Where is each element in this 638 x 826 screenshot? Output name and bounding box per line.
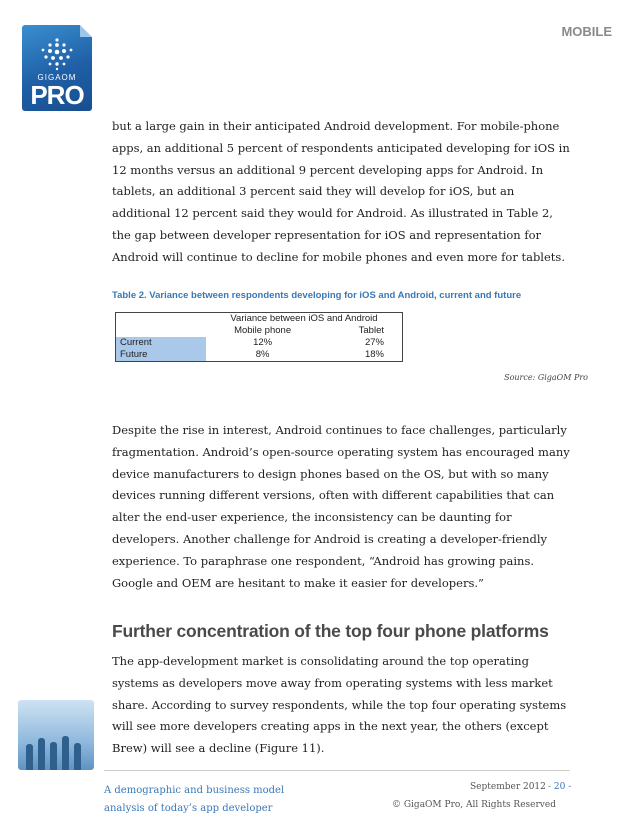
gigaom-pro-logo[interactable] — [22, 25, 92, 111]
challenges-paragraph: Despite the rise in interest, Android continues to face challenges, particularly fragmentation. Android’s open-source operating system has encouraged many device manufacturers to design phones based on the OS, but with so many devices running different versions, often with different capabilities that can alter the end-user experience, the inconsistency can be daunting for developers. Another challenge for Android is creating a developer-friendly experience. To paraphrase one respondent, “Android has growing pains. Google and OEM are hesitant to make it easier for developers.” — [112, 423, 570, 590]
page-number: - 20 - — [548, 782, 572, 792]
logo-brand-text: GIGAOM — [37, 73, 77, 82]
table-source: Source: GigaOM Pro — [504, 373, 588, 382]
table-blank-cell — [116, 325, 207, 337]
footer-copyright: © GigaOM Pro, All Rights Reserved — [392, 800, 556, 810]
cell-current-mobile: 12% — [253, 337, 273, 348]
section-heading: Further concentration of the top four phone platforms — [112, 621, 549, 641]
intro-paragraph: but a large gain in their anticipated Android development. For mobile-phone apps, an additional 5 percent of respondents anticipated developing for iOS in 12 months versus an additional 9 percent developing apps for Android. In tablets, an additional 3 percent said they will develop for iOS, but an additional 12 percent said they would for Android. As illustrated in Table 2, the gap between developer representation for iOS and representation for Android will continue to decline for mobile phones and even more for tablets. — [112, 119, 570, 264]
column-header-tablet: Tablet — [319, 325, 402, 337]
photo-figure — [74, 743, 81, 770]
network-dots-icon — [38, 37, 76, 71]
row-label-future: Future — [116, 349, 207, 362]
section-paragraph: The app-development market is consolidating around the top operating systems as developers move away from operating systems with less market share. According to survey respondents, while the top four operating systems will see more developers creating apps in the next year, the others (except Brew) will see a decline (Figure 11). — [112, 654, 567, 756]
footer-title-line2: analysis of today’s app developer — [104, 803, 273, 814]
photo-figure — [38, 738, 45, 770]
cell-future-tablet: 18% — [319, 349, 402, 362]
table-row — [116, 337, 403, 349]
logo-fold-corner — [80, 25, 92, 37]
table-group-header: Variance between iOS and Android — [206, 313, 403, 326]
variance-table — [115, 312, 403, 362]
photo-figure — [62, 736, 69, 770]
row-label-current: Current — [116, 337, 207, 349]
column-header-mobile-phone: Mobile phone — [234, 325, 292, 336]
photo-figure — [26, 744, 33, 770]
section-label: MOBILE — [561, 24, 612, 39]
table-row — [116, 349, 403, 362]
table-corner-cell — [116, 313, 207, 326]
footer-date: September 2012 — [470, 782, 546, 792]
table-caption: Table 2. Variance between respondents developing for iOS and Android, current and future — [112, 290, 522, 301]
photo-figure — [50, 742, 57, 770]
footer-divider — [104, 770, 570, 771]
footer-report-title[interactable] — [104, 782, 364, 818]
footer-title-line1: A demographic and business model — [104, 785, 285, 796]
business-people-photo — [18, 700, 94, 770]
logo-product-text: PRO — [30, 80, 84, 110]
cell-current-tablet: 27% — [319, 337, 402, 349]
cell-future-mobile: 8% — [206, 349, 319, 362]
